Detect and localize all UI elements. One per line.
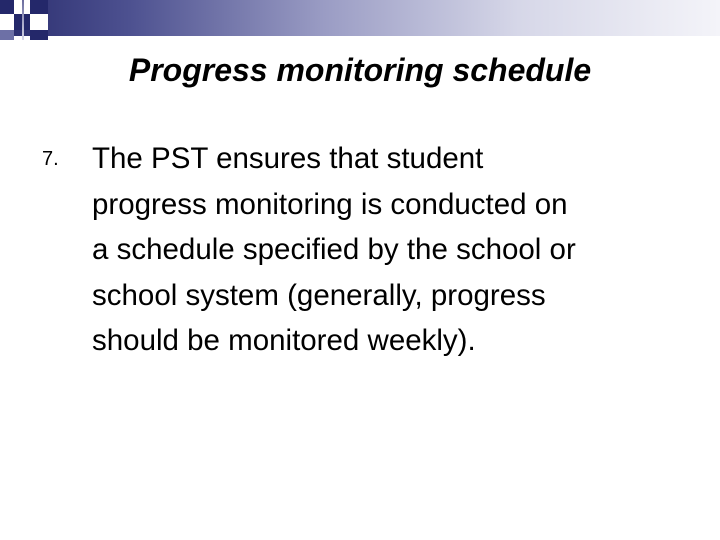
text-line: progress monitoring is conducted on [92, 187, 568, 221]
decorative-square [30, 14, 48, 30]
text-line: The PST ensures that student [92, 142, 484, 175]
decorative-square [0, 14, 14, 30]
header-band [0, 0, 720, 36]
list-item-number: 7. [42, 148, 59, 170]
decorative-line [22, 0, 24, 40]
text-line: school system (generally, progress [92, 278, 546, 312]
decorative-square [30, 0, 48, 14]
text-line: a schedule specified by the school or [92, 233, 576, 266]
list-item-text [92, 136, 712, 364]
decorative-square [0, 30, 14, 40]
slide-title: Progress monitoring schedule [128, 52, 592, 88]
text-line: should be monitored weekly). [92, 324, 476, 357]
decorative-square [30, 30, 48, 40]
decorative-square [0, 0, 14, 14]
